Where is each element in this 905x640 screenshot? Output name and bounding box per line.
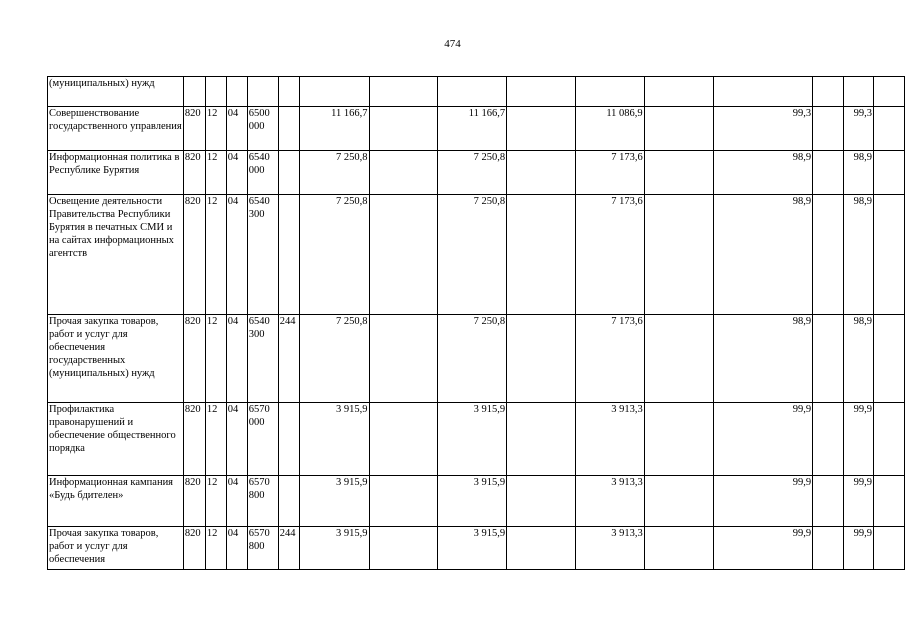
cell-percent-refined: 98,9 (844, 195, 874, 315)
cell-percent-plan: 99,9 (714, 527, 813, 570)
cell-pr: 04 (226, 107, 247, 151)
cell-vr (278, 403, 299, 476)
cell-executed: 7 173,6 (575, 151, 644, 195)
cell-csr: 6500 000 (247, 107, 278, 151)
cell-vr (278, 107, 299, 151)
cell-vr (278, 151, 299, 195)
cell-empty (369, 476, 438, 527)
cell-empty (507, 195, 576, 315)
cell-empty (369, 151, 438, 195)
cell-pr: 04 (226, 195, 247, 315)
cell-empty (813, 195, 844, 315)
cell-name: Информационная политика в Республике Бурятия (48, 151, 184, 195)
cell-empty (644, 77, 714, 107)
cell-percent-plan: 98,9 (714, 195, 813, 315)
cell-empty (507, 527, 576, 570)
cell-csr: 6570 000 (247, 403, 278, 476)
cell-csr: 6540 300 (247, 315, 278, 403)
cell-name: Прочая закупка товаров, работ и услуг для обеспечения (48, 527, 184, 570)
table-row (48, 315, 905, 403)
cell-percent-plan: 99,3 (714, 107, 813, 151)
cell-percent-plan: 98,9 (714, 151, 813, 195)
cell-empty (644, 107, 714, 151)
cell-empty (369, 315, 438, 403)
cell-plan: 7 250,8 (299, 195, 369, 315)
cell-empty (813, 77, 844, 107)
cell-empty (507, 476, 576, 527)
cell-vr (278, 476, 299, 527)
table-body (48, 77, 905, 570)
table-row (48, 527, 905, 570)
cell-executed: 7 173,6 (575, 195, 644, 315)
cell-empty (644, 527, 714, 570)
table-row (48, 476, 905, 527)
cell-executed: 3 913,3 (575, 403, 644, 476)
cell-executed (575, 77, 644, 107)
cell-csr: 6540 300 (247, 195, 278, 315)
cell-name: Прочая закупка товаров, работ и услуг для обеспечения государственных (муниципальных) нужд (48, 315, 184, 403)
cell-empty (873, 403, 904, 476)
cell-empty (813, 107, 844, 151)
cell-empty (507, 151, 576, 195)
cell-ved: 820 (183, 107, 205, 151)
cell-ved: 820 (183, 195, 205, 315)
cell-percent-refined (844, 77, 874, 107)
cell-plan: 3 915,9 (299, 527, 369, 570)
cell-plan: 11 166,7 (299, 107, 369, 151)
cell-percent-refined: 99,9 (844, 527, 874, 570)
cell-pr: 04 (226, 151, 247, 195)
cell-empty (644, 403, 714, 476)
cell-empty (369, 195, 438, 315)
cell-empty (507, 315, 576, 403)
cell-empty (813, 527, 844, 570)
cell-name: (муниципальных) нужд (48, 77, 184, 107)
cell-empty (507, 77, 576, 107)
budget-table (47, 76, 905, 570)
cell-empty (507, 107, 576, 151)
cell-empty (507, 403, 576, 476)
cell-empty (873, 107, 904, 151)
cell-empty (813, 151, 844, 195)
cell-pr: 04 (226, 315, 247, 403)
cell-executed: 3 913,3 (575, 476, 644, 527)
cell-ved: 820 (183, 527, 205, 570)
cell-executed: 7 173,6 (575, 315, 644, 403)
cell-csr: 6570 800 (247, 527, 278, 570)
cell-refined-plan: 3 915,9 (438, 476, 507, 527)
cell-csr: 6570 800 (247, 476, 278, 527)
cell-empty (813, 403, 844, 476)
cell-empty (873, 315, 904, 403)
cell-pr: 04 (226, 527, 247, 570)
cell-rz: 12 (205, 195, 226, 315)
cell-pr: 04 (226, 403, 247, 476)
cell-ved: 820 (183, 151, 205, 195)
cell-percent-refined: 99,9 (844, 403, 874, 476)
cell-vr: 244 (278, 315, 299, 403)
cell-percent-plan: 99,9 (714, 403, 813, 476)
cell-empty (873, 527, 904, 570)
cell-rz: 12 (205, 107, 226, 151)
cell-csr (247, 77, 278, 107)
cell-ved (183, 77, 205, 107)
cell-vr (278, 77, 299, 107)
table-row (48, 403, 905, 476)
cell-vr (278, 195, 299, 315)
cell-rz: 12 (205, 151, 226, 195)
cell-empty (873, 476, 904, 527)
cell-empty (369, 77, 438, 107)
cell-pr: 04 (226, 476, 247, 527)
table-row (48, 151, 905, 195)
table-row (48, 195, 905, 315)
cell-rz: 12 (205, 527, 226, 570)
cell-plan: 3 915,9 (299, 403, 369, 476)
cell-percent-plan: 98,9 (714, 315, 813, 403)
cell-percent-refined: 98,9 (844, 151, 874, 195)
cell-rz: 12 (205, 403, 226, 476)
table-row (48, 107, 905, 151)
cell-refined-plan: 7 250,8 (438, 151, 507, 195)
cell-percent-plan: 99,9 (714, 476, 813, 527)
cell-ved: 820 (183, 403, 205, 476)
cell-percent-refined: 99,9 (844, 476, 874, 527)
cell-vr: 244 (278, 527, 299, 570)
cell-executed: 11 086,9 (575, 107, 644, 151)
cell-name: Освещение деятельности Правительства Республики Бурятия в печатных СМИ и на сайтах информационных агентств (48, 195, 184, 315)
cell-refined-plan: 7 250,8 (438, 195, 507, 315)
page-number: 474 (444, 38, 461, 50)
cell-ved: 820 (183, 315, 205, 403)
cell-rz: 12 (205, 476, 226, 527)
cell-empty (369, 107, 438, 151)
cell-empty (873, 77, 904, 107)
cell-empty (644, 315, 714, 403)
cell-name: Совершенствование государственного управления (48, 107, 184, 151)
cell-empty (369, 403, 438, 476)
cell-empty (873, 151, 904, 195)
cell-name: Информационная кампания «Будь бдителен» (48, 476, 184, 527)
cell-rz: 12 (205, 315, 226, 403)
cell-refined-plan: 11 166,7 (438, 107, 507, 151)
cell-ved: 820 (183, 476, 205, 527)
cell-empty (644, 195, 714, 315)
cell-csr: 6540 000 (247, 151, 278, 195)
cell-refined-plan (438, 77, 507, 107)
cell-empty (813, 315, 844, 403)
cell-refined-plan: 3 915,9 (438, 527, 507, 570)
cell-percent-refined: 99,3 (844, 107, 874, 151)
cell-percent-refined: 98,9 (844, 315, 874, 403)
cell-plan: 7 250,8 (299, 151, 369, 195)
cell-plan (299, 77, 369, 107)
cell-empty (644, 476, 714, 527)
cell-empty (873, 195, 904, 315)
cell-rz (205, 77, 226, 107)
cell-refined-plan: 7 250,8 (438, 315, 507, 403)
cell-plan: 7 250,8 (299, 315, 369, 403)
cell-plan: 3 915,9 (299, 476, 369, 527)
cell-percent-plan (714, 77, 813, 107)
cell-empty (369, 527, 438, 570)
cell-name: Профилактика правонарушений и обеспечение общественного порядка (48, 403, 184, 476)
cell-executed: 3 913,3 (575, 527, 644, 570)
table-row (48, 77, 905, 107)
cell-refined-plan: 3 915,9 (438, 403, 507, 476)
cell-empty (813, 476, 844, 527)
cell-pr (226, 77, 247, 107)
cell-empty (644, 151, 714, 195)
